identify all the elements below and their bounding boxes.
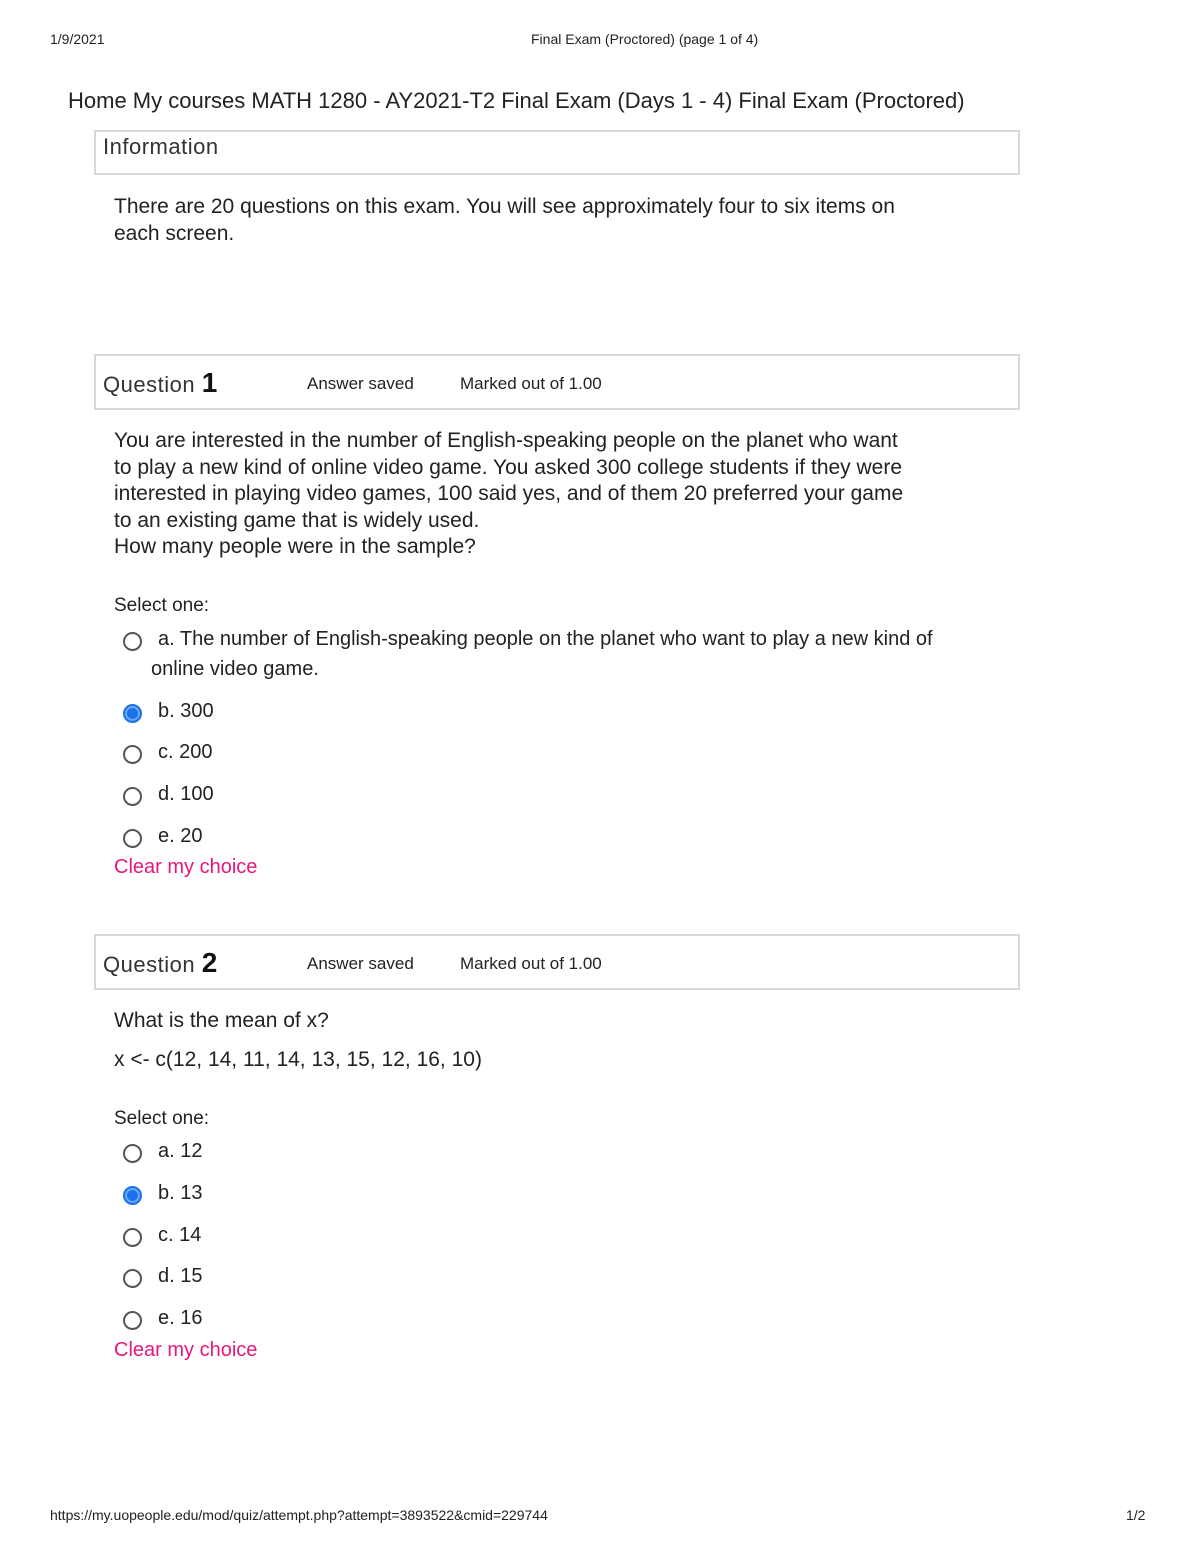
question-text-line: to play a new kind of online video game. You asked 300 college students if they were xyxy=(114,455,903,479)
radio-unchecked-icon[interactable] xyxy=(123,1144,142,1163)
option-label: d. 100 xyxy=(158,783,214,805)
question-text-line: How many people were in the sample? xyxy=(114,535,476,558)
radio-checked-icon[interactable] xyxy=(123,1186,142,1205)
radio-unchecked-icon[interactable] xyxy=(123,1311,142,1330)
question-2-header xyxy=(94,934,1020,990)
radio-unchecked-icon[interactable] xyxy=(123,745,142,764)
option-label: e. 20 xyxy=(158,825,203,847)
footer-page-number: 1/2 xyxy=(1126,1507,1146,1523)
information-text-line: each screen. xyxy=(114,221,235,245)
option-label: e. 16 xyxy=(158,1307,203,1329)
radio-unchecked-icon[interactable] xyxy=(123,1228,142,1247)
option-label: b. 300 xyxy=(158,700,214,722)
question-1-number: 1 xyxy=(201,367,218,398)
information-text-line: There are 20 questions on this exam. You will see approximately four to six items on xyxy=(114,195,895,218)
option-label: a. 12 xyxy=(158,1140,203,1162)
information-header xyxy=(94,130,1020,175)
option-label: d. 15 xyxy=(158,1265,203,1287)
question-code-line: x <- c(12, 14, 11, 14, 13, 15, 12, 16, 10) xyxy=(114,1047,482,1071)
radio-checked-icon[interactable] xyxy=(123,704,142,723)
question-text-line: You are interested in the number of English-speaking people on the planet who want xyxy=(114,429,898,452)
footer-url: https://my.uopeople.edu/mod/quiz/attempt.php?attempt=3893522&cmid=229744 xyxy=(50,1507,548,1523)
question-2-select-label: Select one: xyxy=(114,1108,210,1129)
option-label-continued: online video game. xyxy=(151,658,319,680)
option-label: c. 14 xyxy=(158,1224,202,1246)
print-title: Final Exam (Proctored) (page 1 of 4) xyxy=(531,31,759,47)
question-1-label: Question 1 xyxy=(103,367,218,398)
option-label: b. 13 xyxy=(158,1182,203,1204)
question-text-line: to an existing game that is widely used. xyxy=(114,508,480,532)
question-2-label: Question 2 xyxy=(103,947,218,978)
question-1-state: Answer saved xyxy=(307,374,414,393)
question-2-clear-choice-link[interactable]: Clear my choice xyxy=(114,1339,258,1361)
question-2-marks: Marked out of 1.00 xyxy=(460,954,602,973)
question-2-state: Answer saved xyxy=(307,954,414,973)
breadcrumb: Home My courses MATH 1280 - AY2021-T2 Final Exam (Days 1 - 4) Final Exam (Proctored) xyxy=(68,88,965,113)
question-text-line: interested in playing video games, 100 said yes, and of them 20 preferred your game xyxy=(114,482,904,505)
radio-unchecked-icon[interactable] xyxy=(123,787,142,806)
radio-unchecked-icon[interactable] xyxy=(123,1269,142,1288)
question-1-select-label: Select one: xyxy=(114,595,210,616)
question-1-text xyxy=(114,428,903,561)
question-1-marks: Marked out of 1.00 xyxy=(460,374,602,393)
radio-unchecked-icon[interactable] xyxy=(123,829,142,848)
radio-unchecked-icon[interactable] xyxy=(123,632,142,651)
question-2-text xyxy=(114,1008,482,1073)
print-date: 1/9/2021 xyxy=(50,31,105,47)
question-1-clear-choice-link[interactable]: Clear my choice xyxy=(114,856,258,878)
option-label: c. 200 xyxy=(158,741,213,763)
question-text-line: What is the mean of x? xyxy=(114,1009,329,1032)
option-label: a. The number of English-speaking people on the planet who want to play a new kind of xyxy=(158,628,933,650)
information-text xyxy=(114,194,895,247)
question-1-header xyxy=(94,354,1020,410)
information-title: Information xyxy=(103,134,219,159)
question-2-number: 2 xyxy=(201,947,218,978)
